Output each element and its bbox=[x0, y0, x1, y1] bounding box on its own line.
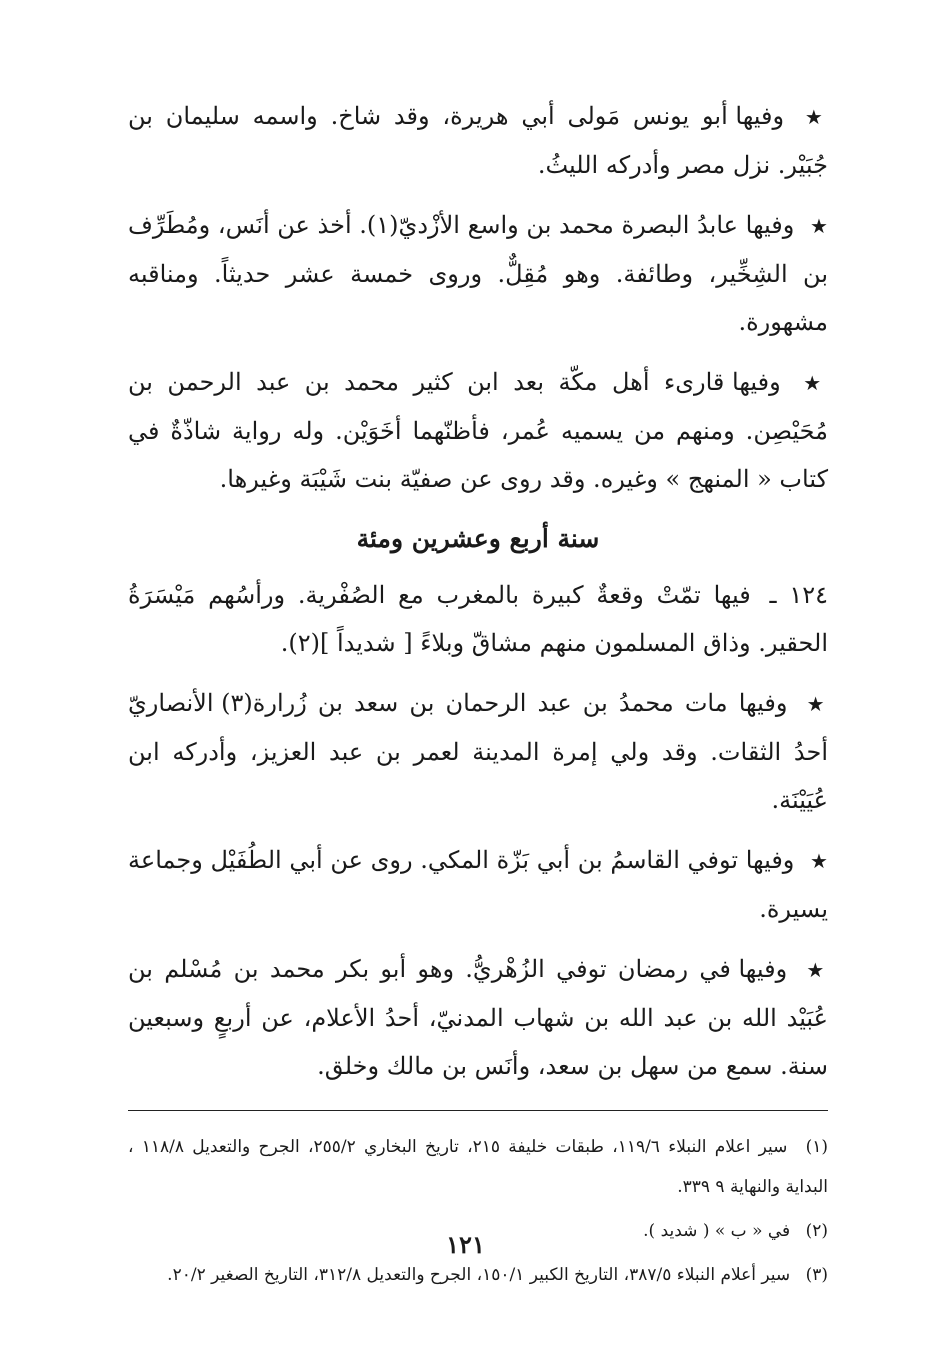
paragraph-text: وفيها في رمضان توفي الزُهْريُّ. وهو أبو بكر محمد بن مُسْلم بن عُبَيْد الله بن عبد الله بن شهاب المدنيّ، أحدُ الأعلام، عن أربعٍ وسبعين سنة. سمع من سهل بن سعد، وأنَس بن مالك وخلق. bbox=[128, 955, 828, 1080]
footnote-3 bbox=[128, 1255, 828, 1295]
footnote-number: (٢) bbox=[805, 1221, 828, 1241]
paragraph-text: وفيها قارىء أهل مكّة بعد ابن كثير محمد بن عبد الرحمن بن مُحَيْصِن. ومنهم من يسميه عُمر، فأظنّهما أخَوَيْن. وله رواية شاذّةٌ في كتاب « المنهج » وغيره. وقد روى عن صفيّة بنت شَيْبَة وغيرها. bbox=[128, 368, 828, 493]
star-marker: ★ bbox=[810, 214, 828, 238]
star-marker: ★ bbox=[806, 958, 828, 982]
page-content bbox=[128, 92, 828, 1299]
section-heading: سنة أربع وعشرين ومئة bbox=[356, 524, 600, 553]
page-number: ١٢١ bbox=[446, 1230, 485, 1259]
footnote-1 bbox=[128, 1127, 828, 1207]
paragraph-text: وفيها أبو يونس مَولى أبي هريرة، وقد شاخ. واسمه سليمان بن جُبَيْر. نزل مصر وأدركه الليثُ. bbox=[128, 102, 828, 179]
star-marker: ★ bbox=[810, 849, 828, 873]
entry-number: ١٢٤ ـ bbox=[769, 581, 828, 609]
footnote-text: سير أعلام النبلاء ٣٨٧/٥، التاريخ الكبير ١٥٠/١، الجرح والتعديل ٣١٢/٨، التاريخ الصغير ٢٠/٢. bbox=[167, 1265, 791, 1285]
paragraph-text: فيها تمّتْ وقعةٌ كبيرة بالمغرب مع الصُفْرية. ورأسُهم مَيْسَرَةُ الحقير. وذاق المسلمون منهم مشاقّ وبلاءً [ شديداً ](٢). bbox=[128, 581, 828, 657]
star-marker: ★ bbox=[806, 692, 828, 716]
footnote-text: سير اعلام النبلاء ١١٩/٦، طبقات خليفة ٢١٥، تاريخ البخاري ٢٥٥/٢، الجرح والتعديل ١١٨/٨ ، البداية والنهاية ٩ ٣٣٩. bbox=[128, 1137, 828, 1197]
paragraph-ibn-zurara bbox=[128, 679, 828, 824]
star-marker: ★ bbox=[804, 105, 828, 129]
footnote-text: في « ب » ( شديد ). bbox=[643, 1221, 791, 1241]
footnote-number: (١) bbox=[805, 1137, 829, 1157]
footnote-number: (٣) bbox=[805, 1265, 828, 1285]
paragraph-text: وفيها عابدُ البصرة محمد بن واسع الأزْديّ(١). أخذ عن أنَس، ومُطَرِّف بن الشِخِّير، وطائفة. وهو مُقِلٌّ. وروى خمسة عشر حديثاً. ومناقبه مشهورة. bbox=[128, 211, 828, 336]
star-marker: ★ bbox=[803, 371, 828, 395]
paragraph-zuhri bbox=[128, 945, 828, 1090]
paragraph-text: وفيها توفي القاسمُ بن أبي بَزّة المكي. روى عن أبي الطُفَيْل وجماعة يسيرة. bbox=[128, 846, 828, 923]
footnote-divider bbox=[128, 1110, 828, 1111]
paragraph-year-124 bbox=[128, 571, 828, 667]
paragraph-muhammad-ibn-wasi bbox=[128, 201, 828, 346]
paragraph-abu-yunus bbox=[128, 92, 828, 189]
paragraph-text: وفيها مات محمدُ بن عبد الرحمان بن سعد بن زُرارة(٣) الأنصاريّ أحدُ الثقات. وقد ولي إمرة المدينة لعمر بن عبد العزيز، وأدركه ابن عُيَيْنَة. bbox=[128, 689, 828, 814]
paragraph-qasim-ibn-abi-bazza bbox=[128, 836, 828, 933]
paragraph-ibn-muhaysin bbox=[128, 358, 828, 503]
